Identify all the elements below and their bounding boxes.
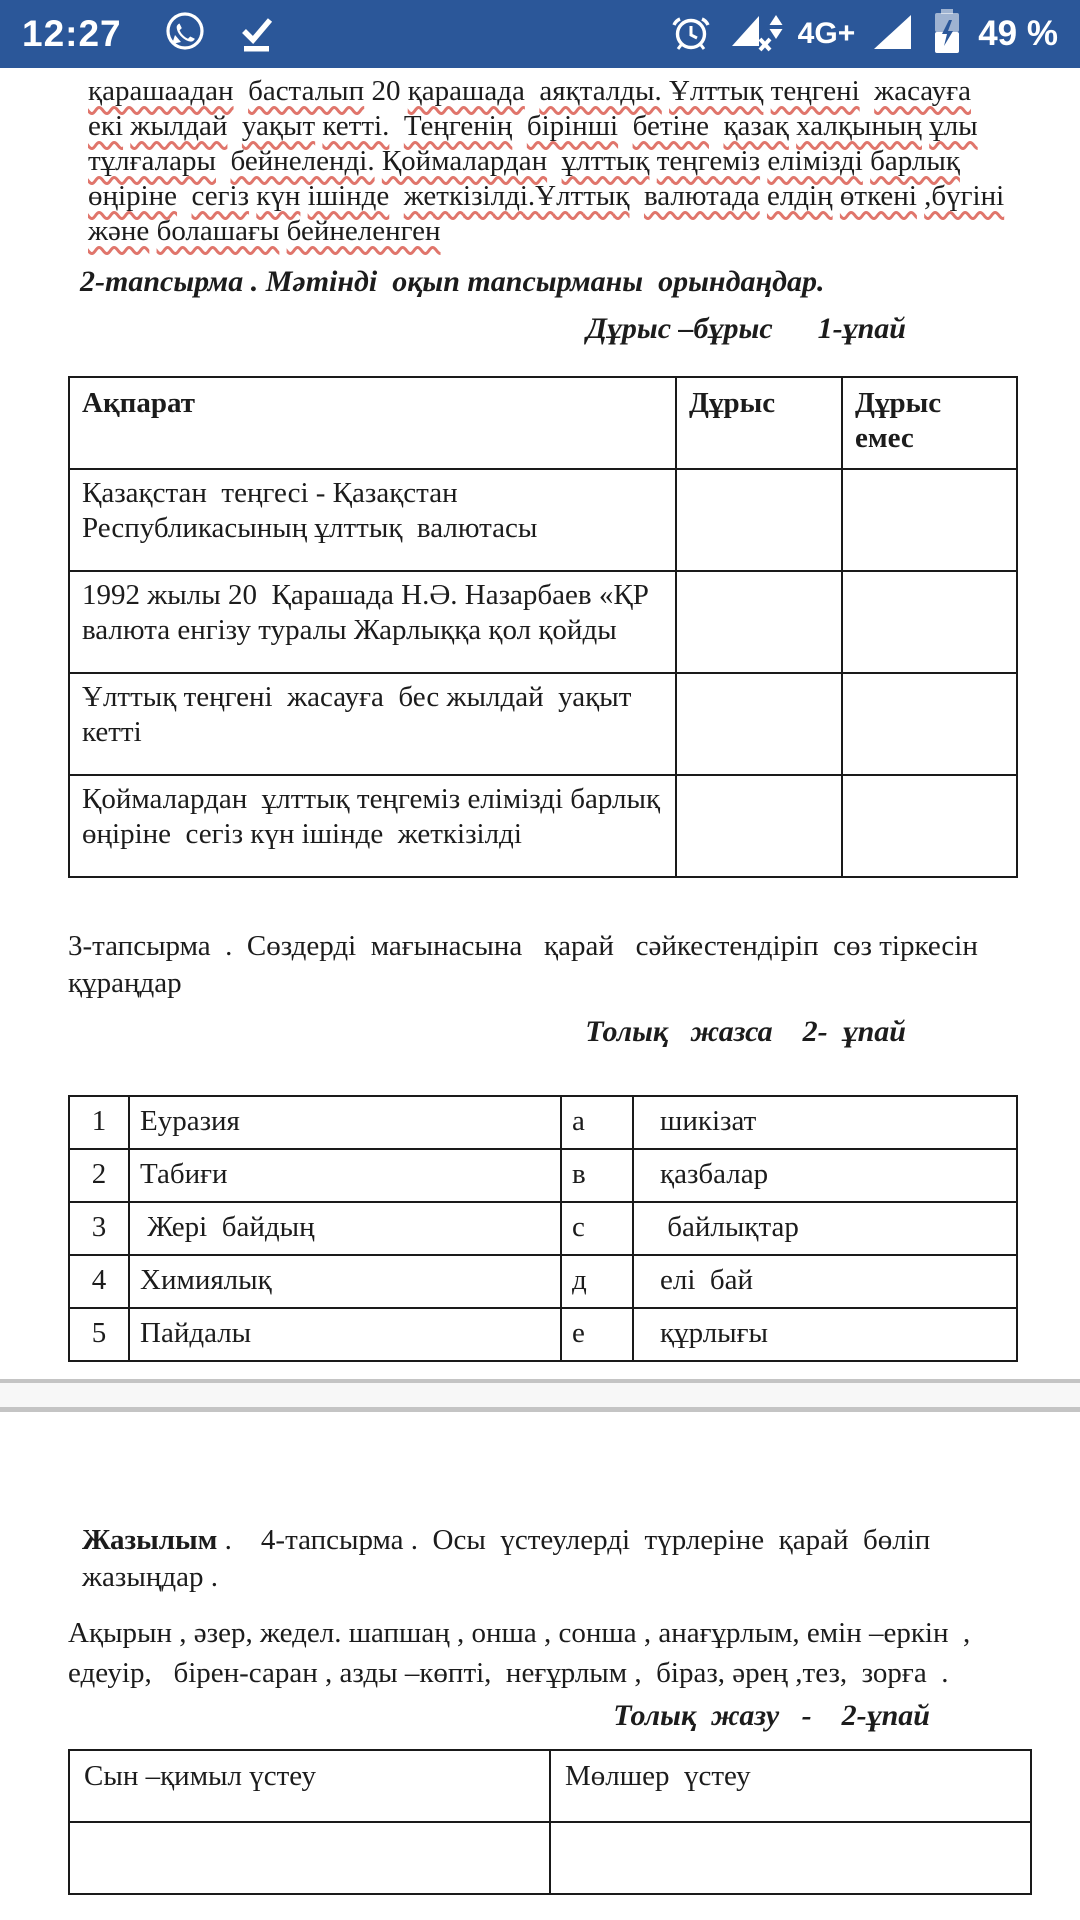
- table-row: [69, 1308, 1017, 1361]
- match-cell: қазбалар: [633, 1149, 1017, 1202]
- table-row: [69, 571, 1017, 673]
- whatsapp-icon: [162, 9, 208, 60]
- download-complete-icon: [234, 9, 278, 60]
- match-cell: байлықтар: [633, 1202, 1017, 1255]
- alarm-clock-icon: [668, 9, 714, 60]
- task2-title: 2-тапсырма . Мәтінді оқып тапсырманы орындаңдар.: [80, 265, 825, 298]
- letter-cell: д: [561, 1255, 633, 1308]
- statement-cell: 1992 жылы 20 Қарашада Н.Ә. Назарбаев «ҚР валюта енгізу туралы Жарлыққа қол қойды: [69, 571, 676, 673]
- table-row: [69, 673, 1017, 775]
- signal-full-icon: [870, 11, 916, 58]
- statement-cell: Ұлттық теңгені жасауға бес жылдай уақыт кетті: [69, 673, 676, 775]
- table-row: [69, 1096, 1017, 1149]
- word-cell: Химиялық: [129, 1255, 561, 1308]
- column-header-quantity-adverb: Мөлшер үстеу: [550, 1750, 1031, 1822]
- table-row: [69, 775, 1017, 877]
- answer-cell-manner[interactable]: [69, 1822, 550, 1894]
- answer-cell-false[interactable]: [842, 775, 1017, 877]
- task2-points: Дұрыс –бұрыс 1-ұпай: [586, 312, 906, 345]
- answer-cell-true[interactable]: [676, 673, 842, 775]
- answer-cell-false[interactable]: [842, 673, 1017, 775]
- column-header-true: Дұрыс: [676, 377, 842, 469]
- table-row: [69, 1202, 1017, 1255]
- match-cell: құрлығы: [633, 1308, 1017, 1361]
- task3-title: 3-тапсырма . Сөздерді мағынасына қарай сәйкестендіріп сөз тіркесін құраңдар: [68, 930, 986, 999]
- letter-cell: а: [561, 1096, 633, 1149]
- answer-cell-true[interactable]: [676, 775, 842, 877]
- column-header-false: Дұрыс емес: [842, 377, 1017, 469]
- row-number: 2: [69, 1149, 129, 1202]
- task4-points: Толық жазу - 2-ұпай: [613, 1699, 930, 1732]
- matching-table: [68, 1095, 1018, 1362]
- table-row: [69, 1822, 1031, 1894]
- task4-word-list: Ақырын , әзер, жедел. шапшаң , онша , сонша , анағұрлым, емін –еркін , едеуір, бірен-саран , азды –көпті, неғұрлым , біраз, әрең ,тез, зорға .: [68, 1617, 978, 1689]
- row-number: 5: [69, 1308, 129, 1361]
- true-false-table: [68, 376, 1018, 878]
- answer-cell-true[interactable]: [676, 571, 842, 673]
- clock-time: 12:27: [22, 13, 122, 54]
- answer-cell-true[interactable]: [676, 469, 842, 571]
- table-row: [69, 1149, 1017, 1202]
- page-break-divider: [0, 1379, 1080, 1412]
- answer-cell-false[interactable]: [842, 469, 1017, 571]
- letter-cell: е: [561, 1308, 633, 1361]
- letter-cell: с: [561, 1202, 633, 1255]
- row-number: 3: [69, 1202, 129, 1255]
- answer-cell-false[interactable]: [842, 571, 1017, 673]
- letter-cell: в: [561, 1149, 633, 1202]
- task4-title: [68, 1522, 1030, 1596]
- word-cell: Пайдалы: [129, 1308, 561, 1361]
- no-data-connection-icon: [729, 9, 787, 60]
- task4-section-label: Жазылым: [82, 1524, 218, 1556]
- answer-cell-quantity[interactable]: [550, 1822, 1031, 1894]
- table-header-row: [69, 1750, 1031, 1822]
- document-page-1[interactable]: [0, 68, 1080, 1379]
- statement-cell: Қоймалардан ұлттық теңгеміз елімізді барлық өңіріне сегіз күн ішінде жеткізілді: [69, 775, 676, 877]
- task4-title-rest: . 4-тапсырма . Осы үстеулерді түрлеріне қарай бөліп жазыңдар .: [82, 1524, 938, 1593]
- statement-cell: Қазақстан теңгесі - Қазақстан Республикасының ұлттық валютасы: [69, 469, 676, 571]
- task3-points: Толық жазса 2- ұпай: [585, 1015, 906, 1048]
- column-header-info: Ақпарат: [69, 377, 676, 469]
- table-row: [69, 469, 1017, 571]
- word-cell: Еуразия: [129, 1096, 561, 1149]
- table-row: [69, 1255, 1017, 1308]
- intro-paragraph: қарашаадан басталып 20 қарашада аяқталды. Ұлттық теңгені жасауға екі жылдай уақыт кетті. Теңгенің бірінші бетіне қазақ халқының ұлы тұлғалары бейнеленді. Қоймалардан ұлттық теңгеміз елімізді барлық өңіріне сегіз күн ішінде жеткізілді.Ұлттық валютада елдің өткені ,бүгіні және болашағы бейнеленген: [88, 75, 1005, 247]
- column-header-manner-adverb: Сын –қимыл үстеу: [69, 1750, 550, 1822]
- document-page-2[interactable]: [0, 1412, 1080, 1920]
- table-header-row: [69, 377, 1017, 469]
- adverb-sorting-table: [68, 1749, 1032, 1895]
- status-bar[interactable]: [0, 0, 1080, 68]
- word-cell: Жері байдың: [129, 1202, 561, 1255]
- battery-percent-label: 49 %: [978, 14, 1058, 53]
- network-type-label: 4G+: [797, 17, 856, 50]
- battery-charging-icon: [931, 7, 963, 62]
- row-number: 4: [69, 1255, 129, 1308]
- row-number: 1: [69, 1096, 129, 1149]
- match-cell: елі бай: [633, 1255, 1017, 1308]
- word-cell: Табиғи: [129, 1149, 561, 1202]
- match-cell: шикізат: [633, 1096, 1017, 1149]
